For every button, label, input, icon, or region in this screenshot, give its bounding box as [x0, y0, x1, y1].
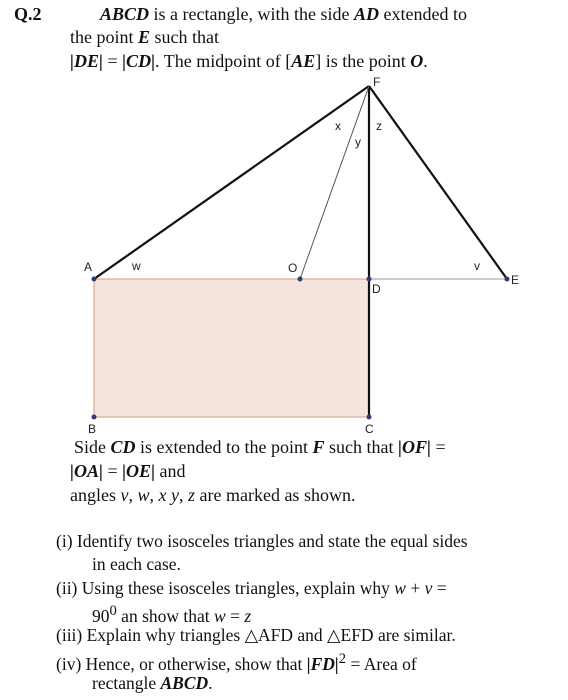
angle-label-y: y: [355, 135, 361, 149]
text-run: are marked as shown.: [195, 485, 356, 505]
text-run: |OF|: [398, 437, 431, 457]
text-run: |CD|: [122, 51, 156, 71]
text-run: is a rectangle, with the side: [149, 4, 354, 24]
question-number: Q.2: [14, 4, 42, 24]
part-ii-line-1: [56, 577, 447, 599]
text-run: angles: [70, 485, 121, 505]
point-e: [505, 277, 510, 282]
label-a: A: [84, 260, 93, 274]
point-d: [367, 277, 372, 282]
text-run: .: [423, 51, 428, 71]
text-run: v: [424, 578, 433, 598]
text-run: the point: [70, 27, 138, 47]
text-run: . The midpoint of [: [155, 51, 292, 71]
text-run: |OA|: [70, 461, 103, 481]
part-iv-line-2: [92, 672, 213, 694]
point-a: [92, 277, 97, 282]
text-run: =: [102, 461, 123, 481]
text-run: |FD|: [306, 653, 339, 674]
text-run: (iv) Hence, or otherwise, show that: [56, 653, 307, 674]
text-run: 0: [109, 603, 117, 619]
part-iv-line-1: [56, 648, 417, 675]
text-run: ,: [149, 485, 159, 505]
text-run: ,: [178, 485, 188, 505]
text-run: =: [225, 605, 245, 626]
part-iii-line-1: [56, 624, 456, 646]
angle-label-v: v: [474, 259, 480, 273]
text-run: .: [208, 673, 213, 693]
angle-label-x: x: [335, 119, 341, 133]
text-run: in each case.: [92, 554, 181, 574]
part-i-line-1: [56, 530, 468, 552]
segment-fe: [369, 86, 507, 279]
text-run: such that: [150, 27, 220, 47]
text-run: w: [394, 578, 406, 598]
text-run: |OE|: [122, 461, 156, 481]
label-e: E: [511, 273, 520, 287]
text-run: rectangle: [92, 673, 161, 693]
text-run: F: [312, 437, 325, 457]
label-c: C: [365, 422, 374, 436]
point-c: [367, 415, 372, 420]
text-run: AE: [291, 51, 316, 71]
angle-label-z: z: [376, 119, 382, 133]
segment-af: [94, 86, 369, 279]
text-run: |DE|: [70, 51, 103, 71]
text-run: (ii) Using these isosceles triangles, explain why: [56, 578, 395, 598]
text-run: 90: [92, 605, 110, 626]
text-run: ABCD: [100, 4, 150, 24]
text-run: Side: [74, 437, 111, 457]
text-run: z: [244, 605, 252, 626]
segment-of: [300, 86, 369, 279]
text-run: =: [432, 578, 447, 598]
text-run: extended to: [378, 4, 467, 24]
middle-line-1: [74, 436, 446, 458]
part-i-line-2: [92, 553, 181, 575]
part-ii-line-2: [92, 600, 251, 627]
text-run: 2: [338, 651, 347, 667]
text-run: CD: [110, 437, 136, 457]
point-b: [92, 415, 97, 420]
rectangle-abcd: [94, 279, 369, 417]
angle-label-w: w: [132, 259, 141, 273]
text-run: ABCD: [160, 673, 209, 693]
label-f: F: [373, 75, 381, 89]
text-run: = Area of: [346, 653, 417, 674]
point-o: [298, 277, 303, 282]
text-run: E: [138, 27, 151, 47]
label-d: D: [372, 282, 381, 296]
text-run: z: [187, 485, 195, 505]
text-run: =: [102, 51, 123, 71]
text-run: x y: [158, 485, 179, 505]
text-run: w: [137, 485, 150, 505]
text-run: and: [155, 461, 186, 481]
text-run: ] is the point: [315, 51, 411, 71]
text-run: such that: [324, 437, 399, 457]
text-run: is extended to the point: [135, 437, 313, 457]
text-run: AD: [353, 4, 379, 24]
text-run: +: [405, 578, 425, 598]
label-b: B: [88, 422, 97, 436]
text-run: =: [430, 437, 446, 457]
text-run: (iii) Explain why triangles △AFD and △EFD are similar.: [56, 625, 456, 645]
middle-line-2: [70, 460, 186, 482]
text-run: ,: [128, 485, 138, 505]
text-run: an show that: [116, 605, 215, 626]
middle-line-3: [70, 484, 355, 506]
text-run: (i) Identify two isosceles triangles and state the equal sides: [56, 531, 468, 551]
text-run: O: [410, 51, 424, 71]
text-run: v: [120, 485, 129, 505]
label-o: O: [288, 261, 298, 275]
text-run: w: [214, 605, 226, 626]
